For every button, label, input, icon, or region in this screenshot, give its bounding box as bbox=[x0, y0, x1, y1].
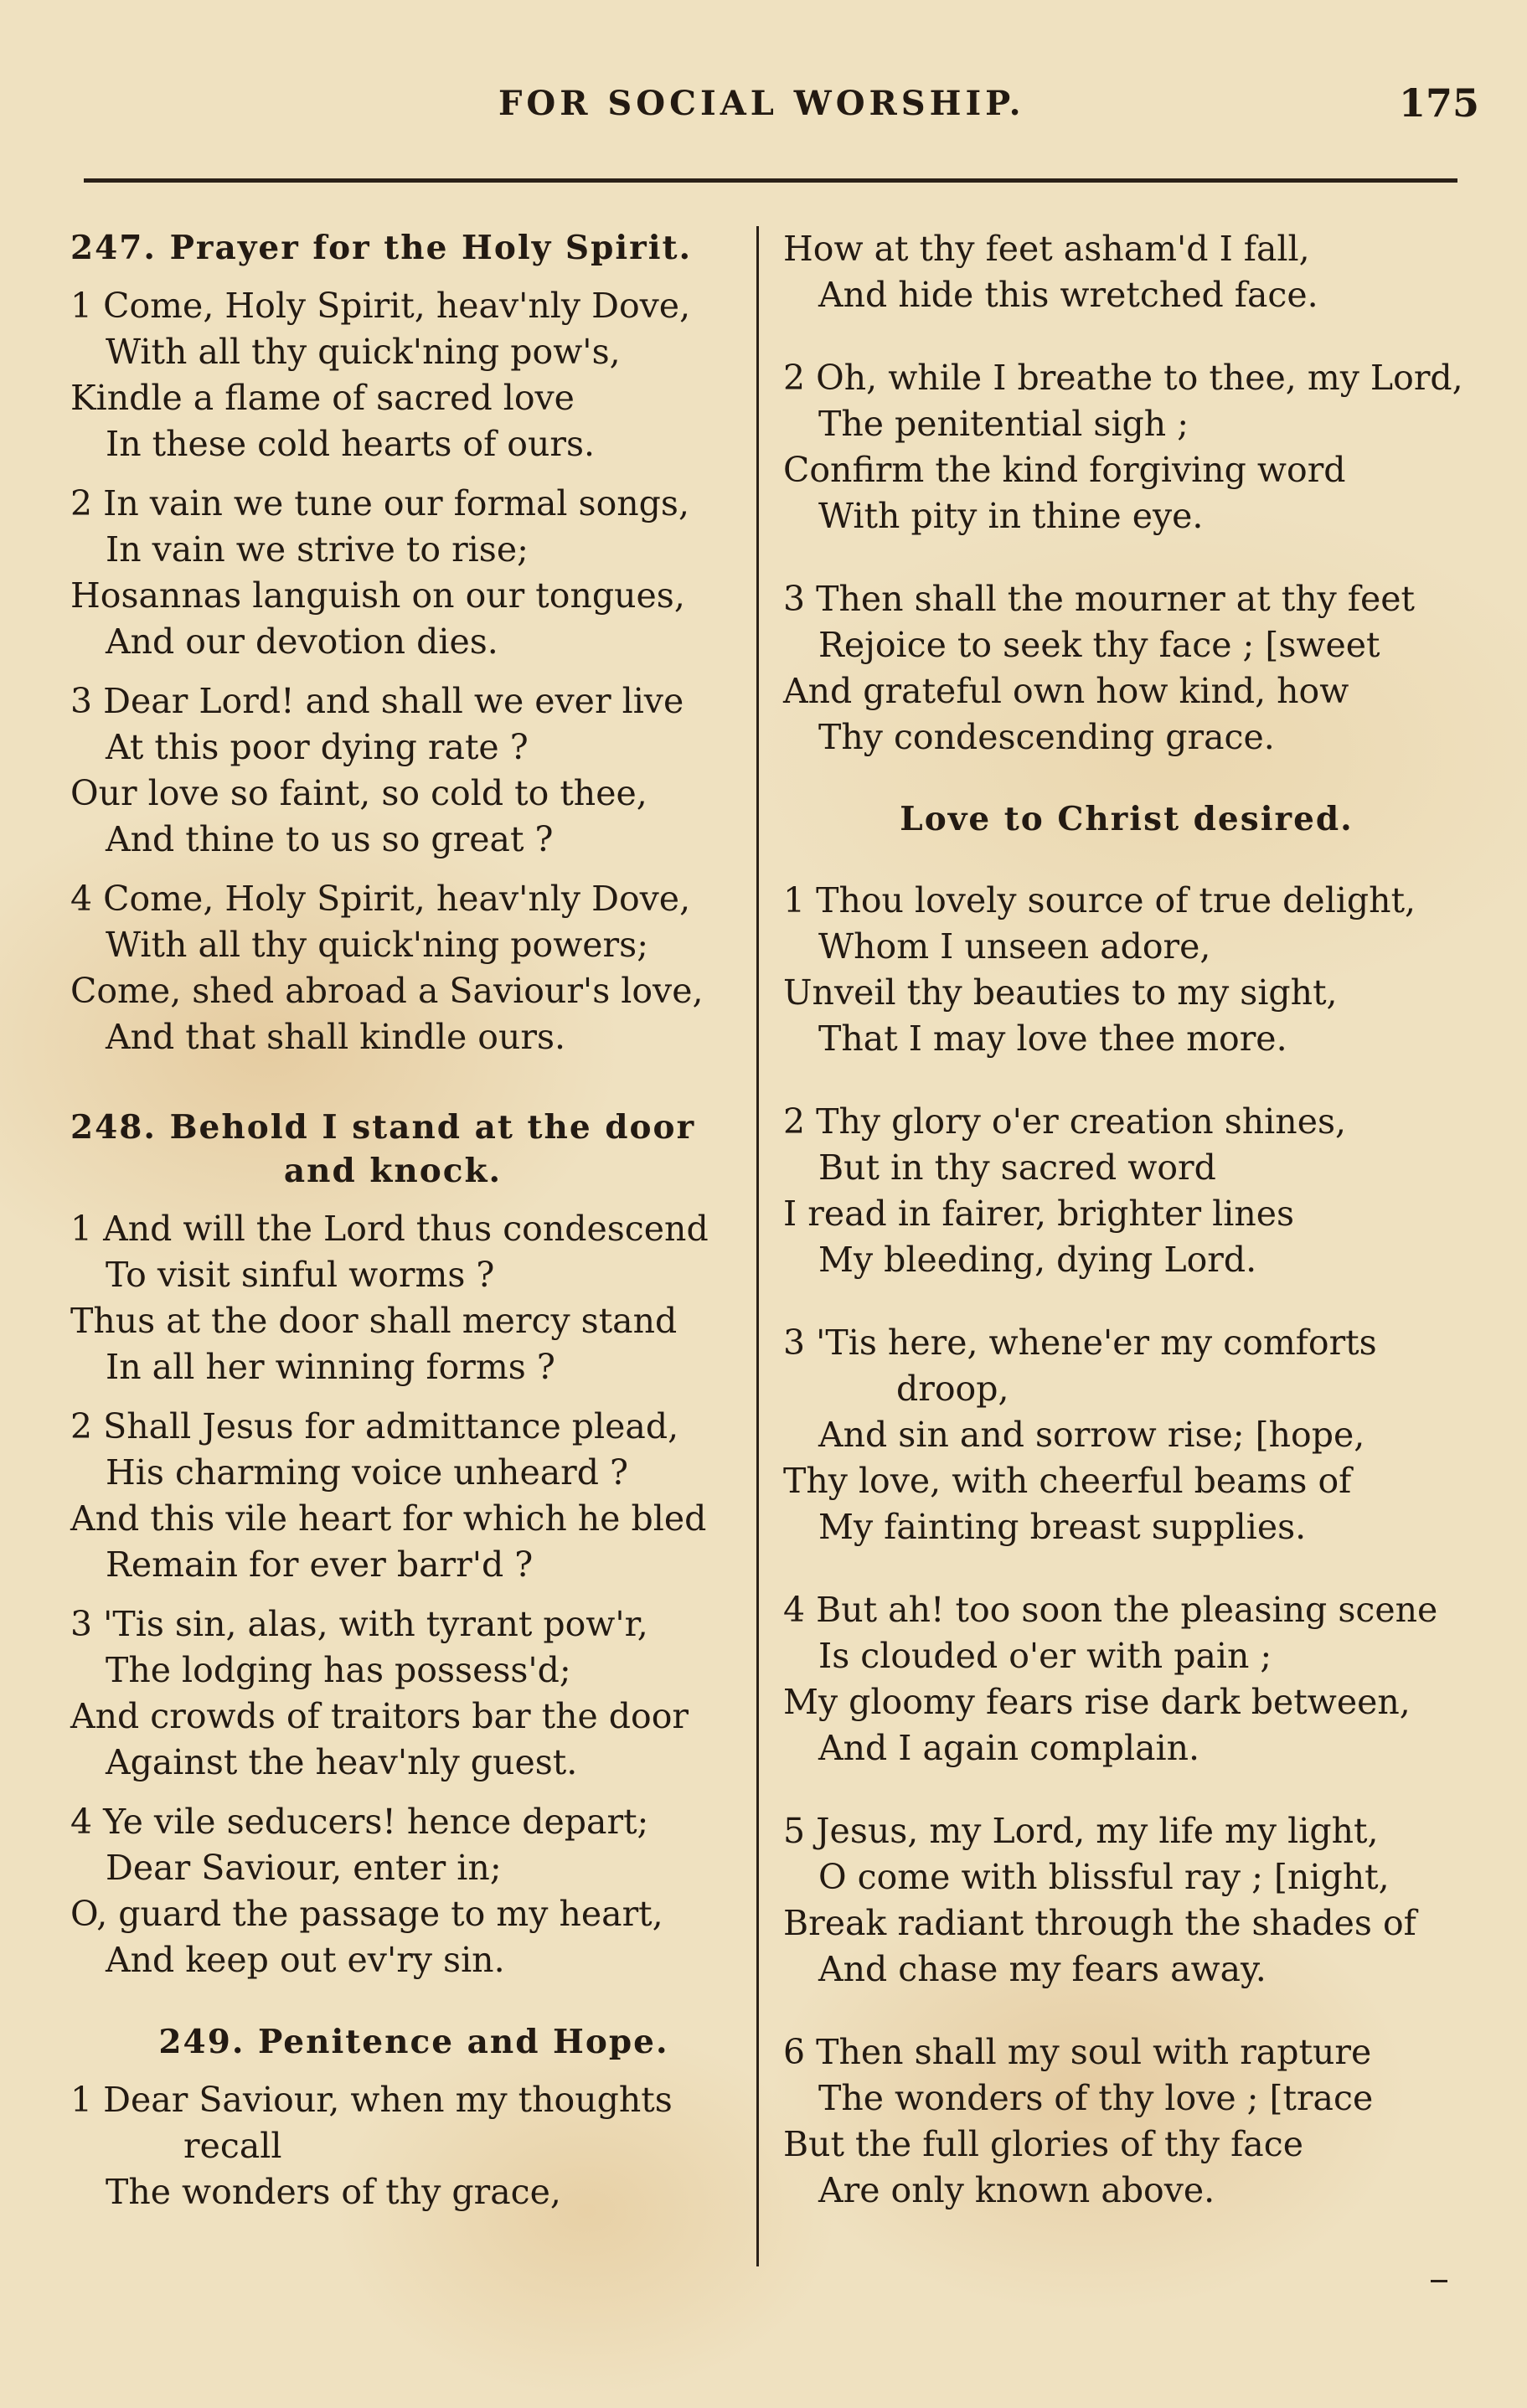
stanza bbox=[783, 355, 1470, 539]
stanza bbox=[783, 2029, 1470, 2214]
verse-line: recall bbox=[183, 2126, 282, 2166]
verse-line: 2 Oh, while I breathe to thee, my Lord, bbox=[783, 358, 1463, 398]
verse-line: How at thy feet asham'd I fall, bbox=[783, 229, 1310, 269]
hymn-247-heading bbox=[70, 226, 757, 270]
hymn-title-continued: and knock. bbox=[283, 1152, 503, 1190]
verse-line: And this vile heart for which he bled bbox=[70, 1498, 707, 1539]
verse-line: Break radiant through the shades of bbox=[783, 1903, 1416, 1943]
verse-line: 3 'Tis sin, alas, with tyrant pow'r, bbox=[70, 1604, 648, 1644]
verse-line: Thy condescending grace. bbox=[818, 717, 1275, 757]
verse-line: 3 Dear Lord! and shall we ever live bbox=[70, 681, 684, 721]
verse-line: The penitential sigh ; bbox=[818, 404, 1189, 444]
verse-line: 1 Thou lovely source of true delight, bbox=[783, 880, 1416, 920]
hymn-title: Prayer for the Holy Spirit. bbox=[169, 229, 693, 267]
verse-line: 2 Shall Jesus for admittance plead, bbox=[70, 1406, 679, 1446]
hymn-title: Love to Christ desired. bbox=[900, 800, 1354, 838]
verse-line: 2 In vain we tune our formal songs, bbox=[70, 483, 689, 523]
verse-line: In vain we strive to rise; bbox=[106, 529, 529, 570]
verse-line: Our love so faint, so cold to thee, bbox=[70, 773, 647, 813]
left-column bbox=[70, 226, 757, 2215]
stanza bbox=[783, 1099, 1470, 1283]
verse-line: Are only known above. bbox=[818, 2170, 1215, 2210]
stanza bbox=[783, 878, 1470, 1062]
stanza bbox=[783, 226, 1470, 318]
verse-line: 3 Then shall the mourner at thy feet bbox=[783, 579, 1415, 619]
verse-line: With all thy quick'ning powers; bbox=[106, 925, 649, 965]
stanza bbox=[70, 1799, 757, 1983]
verse-line: And keep out ev'ry sin. bbox=[106, 1940, 505, 1980]
trailing-dash bbox=[1431, 2280, 1447, 2282]
verse-line: The wonders of thy grace, bbox=[106, 2172, 561, 2212]
running-title: FOR SOCIAL WORSHIP. bbox=[498, 84, 1025, 123]
verse-line: And grateful own how kind, how bbox=[783, 671, 1349, 711]
verse-line: In these cold hearts of ours. bbox=[106, 424, 596, 464]
stanza bbox=[70, 1404, 757, 1588]
verse-line: With pity in thine eye. bbox=[818, 496, 1204, 536]
verse-line: 2 Thy glory o'er creation shines, bbox=[783, 1101, 1347, 1142]
verse-line: 4 But ah! too soon the pleasing scene bbox=[783, 1590, 1438, 1630]
verse-line: Thus at the door shall mercy stand bbox=[70, 1301, 678, 1341]
verse-line: 1 Come, Holy Spirit, heav'nly Dove, bbox=[70, 286, 691, 326]
verse-line: In all her winning forms ? bbox=[106, 1347, 555, 1387]
verse-line: The lodging has possess'd; bbox=[106, 1650, 571, 1690]
verse-line: 6 Then shall my soul with rapture bbox=[783, 2032, 1372, 2072]
stanza bbox=[70, 678, 757, 863]
hymn-number: 248. bbox=[70, 1108, 157, 1147]
verse-line: O come with blissful ray ; [night, bbox=[818, 1857, 1390, 1897]
verse-line: Come, shed abroad a Saviour's love, bbox=[70, 971, 704, 1011]
page-number: 175 bbox=[1399, 80, 1480, 126]
verse-line: Is clouded o'er with pain ; bbox=[818, 1636, 1272, 1676]
running-head bbox=[0, 80, 1527, 131]
verse-line: I read in fairer, brighter lines bbox=[783, 1194, 1295, 1234]
stanza bbox=[70, 1206, 757, 1390]
stanza bbox=[783, 576, 1470, 761]
stanza bbox=[70, 283, 757, 467]
verse-line: His charming voice unheard ? bbox=[106, 1452, 629, 1493]
hymn-title: Penitence and Hope. bbox=[258, 2023, 669, 2061]
hymn-number: 249. bbox=[158, 2023, 245, 2061]
header-rule bbox=[84, 178, 1457, 183]
verse-line: And hide this wretched face. bbox=[818, 275, 1318, 315]
hymn-248-heading bbox=[70, 1106, 757, 1193]
stanza bbox=[70, 1601, 757, 1786]
verse-line: Rejoice to seek thy face ; [sweet bbox=[818, 625, 1380, 665]
verse-line: 4 Come, Holy Spirit, heav'nly Dove, bbox=[70, 879, 691, 919]
verse-line: Dear Saviour, enter in; bbox=[106, 1848, 502, 1888]
verse-line: And our devotion dies. bbox=[106, 621, 498, 662]
verse-line: My bleeding, dying Lord. bbox=[818, 1240, 1257, 1280]
verse-line: Whom I unseen adore, bbox=[818, 926, 1211, 967]
verse-line: Confirm the kind forgiving word bbox=[783, 450, 1346, 490]
verse-line: To visit sinful worms ? bbox=[106, 1255, 495, 1295]
verse-line: And thine to us so great ? bbox=[106, 819, 554, 859]
verse-line: The wonders of thy love ; [trace bbox=[818, 2078, 1374, 2118]
verse-line: Remain for ever barr'd ? bbox=[106, 1544, 534, 1585]
verse-line: But in thy sacred word bbox=[818, 1147, 1216, 1188]
verse-line: 1 And will the Lord thus condescend bbox=[70, 1209, 709, 1249]
verse-line: 3 'Tis here, whene'er my comforts bbox=[783, 1323, 1377, 1363]
verse-line: 5 Jesus, my Lord, my life my light, bbox=[783, 1811, 1379, 1851]
stanza bbox=[70, 481, 757, 665]
right-column bbox=[783, 226, 1470, 2214]
verse-line: And crowds of traitors bar the door bbox=[70, 1696, 689, 1736]
verse-line: But the full glories of thy face bbox=[783, 2124, 1303, 2164]
hymn-number: 247. bbox=[70, 229, 157, 267]
verse-line: droop, bbox=[896, 1369, 1009, 1409]
stanza bbox=[70, 2077, 757, 2215]
verse-line: With all thy quick'ning pow's, bbox=[106, 332, 621, 372]
verse-line: O, guard the passage to my heart, bbox=[70, 1894, 663, 1934]
verse-line: That I may love thee more. bbox=[818, 1018, 1287, 1059]
verse-line: And sin and sorrow rise; [hope, bbox=[818, 1415, 1365, 1455]
hymn-249-heading bbox=[70, 2020, 757, 2064]
verse-line: My gloomy fears rise dark between, bbox=[783, 1682, 1411, 1722]
verse-line: And chase my fears away. bbox=[818, 1949, 1266, 1989]
verse-line: 4 Ye vile seducers! hence depart; bbox=[70, 1802, 649, 1842]
verse-line: My fainting breast supplies. bbox=[818, 1507, 1307, 1547]
verse-line: Hosannas languish on our tongues, bbox=[70, 575, 685, 616]
stanza bbox=[70, 876, 757, 1060]
verse-line: And that shall kindle ours. bbox=[106, 1017, 566, 1057]
hymn-love-heading bbox=[783, 797, 1470, 841]
verse-line: 1 Dear Saviour, when my thoughts bbox=[70, 2080, 673, 2120]
hymn-title: Behold I stand at the door bbox=[169, 1108, 696, 1147]
verse-line: At this poor dying rate ? bbox=[106, 727, 529, 767]
verse-line: Kindle a flame of sacred love bbox=[70, 378, 575, 418]
verse-line: Thy love, with cheerful beams of bbox=[783, 1461, 1352, 1501]
stanza bbox=[783, 1320, 1470, 1550]
stanza bbox=[783, 1587, 1470, 1771]
verse-line: And I again complain. bbox=[818, 1728, 1200, 1768]
stanza bbox=[783, 1808, 1470, 1993]
verse-line: Unveil thy beauties to my sight, bbox=[783, 972, 1338, 1013]
verse-line: Against the heav'nly guest. bbox=[106, 1742, 578, 1782]
